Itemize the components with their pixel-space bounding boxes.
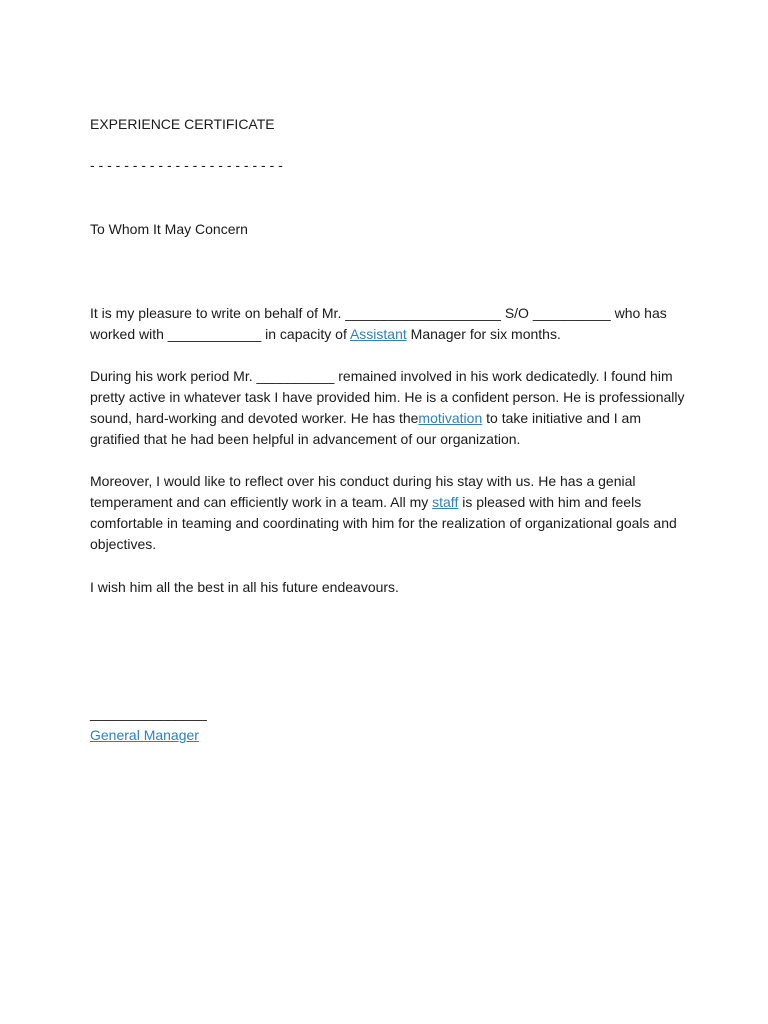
paragraph-text: It is my pleasure to write on behalf of Mr. ____________________ S/O __________ who has worked with ____________ in capacity of	[90, 305, 667, 342]
paragraph-text: Manager for six months.	[406, 326, 561, 342]
title-separator: - - - - - - - - - - - - - - - - - - - - - - -	[90, 157, 283, 173]
signature-line: _______________	[90, 705, 207, 721]
paragraph-introduction	[90, 303, 690, 345]
paragraph-work-period	[90, 366, 690, 450]
signature-name	[90, 725, 690, 746]
motivation-link[interactable]: motivation	[418, 410, 483, 426]
paragraph-text: During his work period Mr. __________ remained involved in his work dedicatedly. I found him pretty active in whatever task I have provided him. He is a confident person. He is professionally sound, hard-working and devoted worker. He has the	[90, 368, 685, 426]
assistant-link[interactable]: Assistant	[349, 326, 407, 342]
salutation: To Whom It May Concern	[90, 221, 248, 237]
paragraph-text: Moreover, I would like to reflect over his conduct during his stay with us. He has a genial temperament and can efficiently work in a team. All my	[90, 473, 636, 510]
paragraph-text: to take initiative and I am gratified that he had been helpful in advancement of our organization.	[90, 410, 641, 447]
certificate-title: EXPERIENCE CERTIFICATE	[90, 116, 275, 132]
paragraph-closing: I wish him all the best in all his future endeavours.	[90, 579, 399, 595]
paragraph-conduct	[90, 471, 690, 555]
staff-link[interactable]: staff	[432, 494, 459, 510]
paragraph-text: is pleased with him and feels comfortable in teaming and coordinating with him for the realization of organizational goals and objectives.	[90, 494, 677, 552]
general-manager-link[interactable]: General Manager	[90, 727, 199, 743]
